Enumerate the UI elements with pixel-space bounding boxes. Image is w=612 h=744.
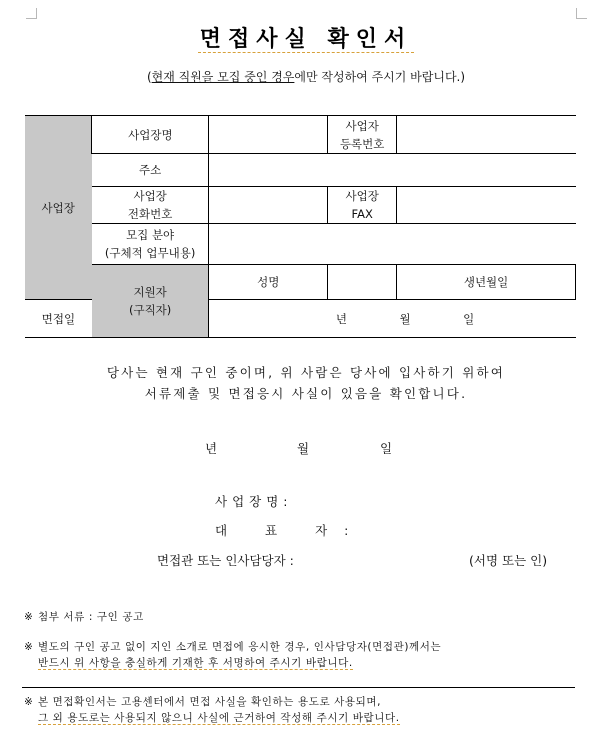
confirmation-statement: 당사는 현재 구인 중이며, 위 사람은 당사에 입사하기 위하여 서류제출 및 면접응시 사실이 있음을 확인합니다.: [106, 365, 506, 401]
interview-date-label: 면접일: [25, 300, 92, 338]
info-table: [25, 115, 576, 338]
date-year-label: 년: [205, 441, 218, 456]
date-month-label: 월: [297, 441, 310, 456]
fax-field[interactable]: [397, 187, 576, 224]
signature-interviewer-label: 면접관 또는 인사담당자 :: [157, 553, 294, 568]
phone-label: 사업장 전화번호: [92, 187, 209, 224]
group-applicant-label: 지원자 (구직자): [92, 265, 209, 338]
document-title: 면접사실 확인서: [199, 27, 413, 52]
note-separate-recruit: ※ 별도의 구인 공고 없이 지인 소개로 면접에 응시한 경우, 인사담당자(면접관)께서는 반드시 위 사항을 충실하게 기재한 후 서명하여 주시기 바랍니다.: [24, 641, 442, 669]
note-attachment: ※ 첨부 서류 : 구인 공고: [24, 611, 144, 623]
signature-representative-label: 대 표 자:: [215, 523, 366, 538]
document-subtitle: (현재 직원을 모집 중인 경우에만 작성하여 주시기 바랍니다.): [146, 70, 466, 84]
business-name-field[interactable]: [209, 116, 328, 154]
date-day-label: 일: [380, 441, 393, 456]
page-corner-mark-right: [576, 8, 587, 19]
address-field[interactable]: [209, 154, 576, 187]
phone-field[interactable]: [209, 187, 328, 224]
business-name-label: 사업장명: [92, 116, 209, 154]
birth-field[interactable]: [576, 265, 577, 300]
address-label: 주소: [92, 154, 209, 187]
applicant-name-label: 성명: [209, 265, 328, 300]
divider-line: [22, 687, 575, 688]
interview-date-field[interactable]: 년 월 일: [209, 300, 576, 338]
applicant-name-field[interactable]: [328, 265, 397, 300]
business-regno-field[interactable]: [397, 116, 576, 154]
note-usage: ※ 본 면접확인서는 고용센터에서 면접 사실을 확인하는 용도로 사용되며, 그 외 용도로는 사용되지 않으니 사실에 근거하여 작성해 주시기 바랍니다.: [24, 696, 400, 724]
signature-business-name-label: 사업장명:: [215, 494, 293, 509]
page-corner-mark-left: [26, 8, 37, 19]
signature-hint: (서명 또는 인): [469, 553, 548, 568]
group-business-label: 사업장: [25, 116, 92, 300]
recruit-field-label: 모집 분야 (구체적 업무내용): [92, 224, 209, 265]
business-regno-label: 사업자 등록번호: [328, 116, 397, 154]
birth-label: 생년월일: [397, 265, 576, 300]
recruit-field[interactable]: [209, 224, 576, 265]
subtitle-underlined: 현재 직원을 모집 중인 경우: [151, 70, 295, 84]
fax-label: 사업장 FAX: [328, 187, 397, 224]
